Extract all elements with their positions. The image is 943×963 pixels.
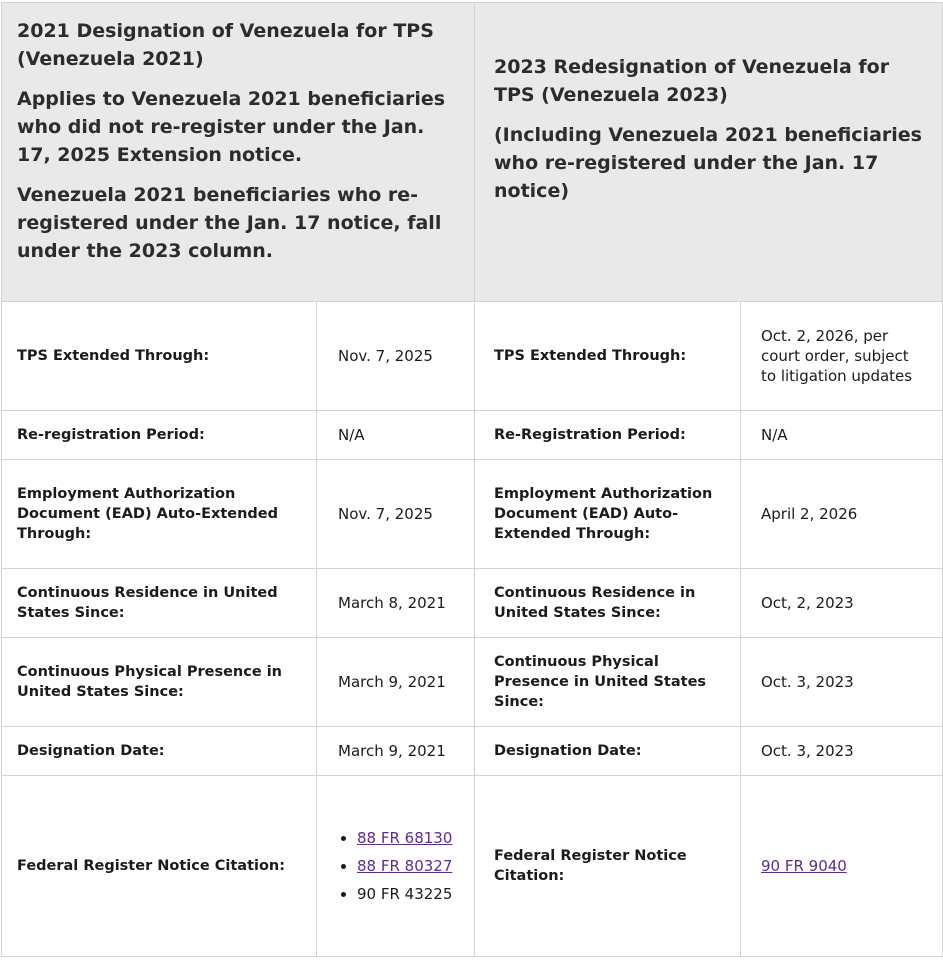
row-value-2023: N/A [741,411,943,460]
table-row [2,638,943,727]
row-label-2023: Continuous Physical Presence in United States Since: [475,638,741,727]
citation-list [317,828,460,904]
citation-list-cell-2021 [317,776,475,957]
citation-text-90fr43225: 90 FR 43225 [357,885,453,903]
header-2021-note: Venezuela 2021 beneficiaries who re-registered under the Jan. 17 notice, fall under the 2023 column. [17,184,442,262]
citation-item [357,856,460,876]
header-2021 [2,3,475,302]
row-label-2021: TPS Extended Through: [2,302,317,411]
row-value-2021: Nov. 7, 2025 [317,302,475,411]
header-2021-title: 2021 Designation of Venezuela for TPS (Venezuela 2021) [17,20,434,70]
row-label-2021: Continuous Residence in United States Since: [2,569,317,638]
row-label-2023: Designation Date: [475,727,741,776]
tps-comparison-table [1,2,943,957]
citation-link-88fr80327[interactable]: 88 FR 80327 [357,857,453,875]
row-value-2021: March 9, 2021 [317,638,475,727]
header-row [2,3,943,302]
table-row [2,727,943,776]
citation-row [2,776,943,957]
row-value-2023: Oct, 2, 2023 [741,569,943,638]
table-row [2,411,943,460]
row-label-2023: TPS Extended Through: [475,302,741,411]
row-value-2023: Oct. 3, 2023 [741,727,943,776]
row-value-2021: March 8, 2021 [317,569,475,638]
citation-label-2021: Federal Register Notice Citation: [2,776,317,957]
row-label-2021: Re-registration Period: [2,411,317,460]
row-value-2021: N/A [317,411,475,460]
citation-link-90fr9040[interactable]: 90 FR 9040 [761,857,847,875]
row-value-2023: April 2, 2026 [741,460,943,569]
citation-item [357,884,460,904]
row-label-2023: Continuous Residence in United States Since: [475,569,741,638]
row-value-2021: March 9, 2021 [317,727,475,776]
citation-item [357,828,460,848]
row-label-2021: Continuous Physical Presence in United States Since: [2,638,317,727]
header-2023-note: (Including Venezuela 2021 beneficiaries who re-registered under the Jan. 17 notice) [494,124,922,202]
row-label-2023: Re-Registration Period: [475,411,741,460]
table-row [2,569,943,638]
header-2023-title: 2023 Redesignation of Venezuela for TPS (Venezuela 2023) [494,56,890,106]
citation-link-88fr68130[interactable]: 88 FR 68130 [357,829,453,847]
row-label-2021: Designation Date: [2,727,317,776]
row-value-2023: Oct. 3, 2023 [741,638,943,727]
header-2021-applies: Applies to Venezuela 2021 beneficiaries who did not re-register under the Jan. 17, 2025 Extension notice. [17,88,446,166]
table-row [2,302,943,411]
row-label-2023: Employment Authorization Document (EAD) Auto-Extended Through: [475,460,741,569]
header-2023 [475,3,943,302]
row-value-2023: Oct. 2, 2026, per court order, subject to litigation updates [741,302,943,411]
table-row [2,460,943,569]
row-value-2021: Nov. 7, 2025 [317,460,475,569]
row-label-2021: Employment Authorization Document (EAD) Auto-Extended Through: [2,460,317,569]
citation-label-2023: Federal Register Notice Citation: [475,776,741,957]
citation-cell-2023 [741,776,943,957]
